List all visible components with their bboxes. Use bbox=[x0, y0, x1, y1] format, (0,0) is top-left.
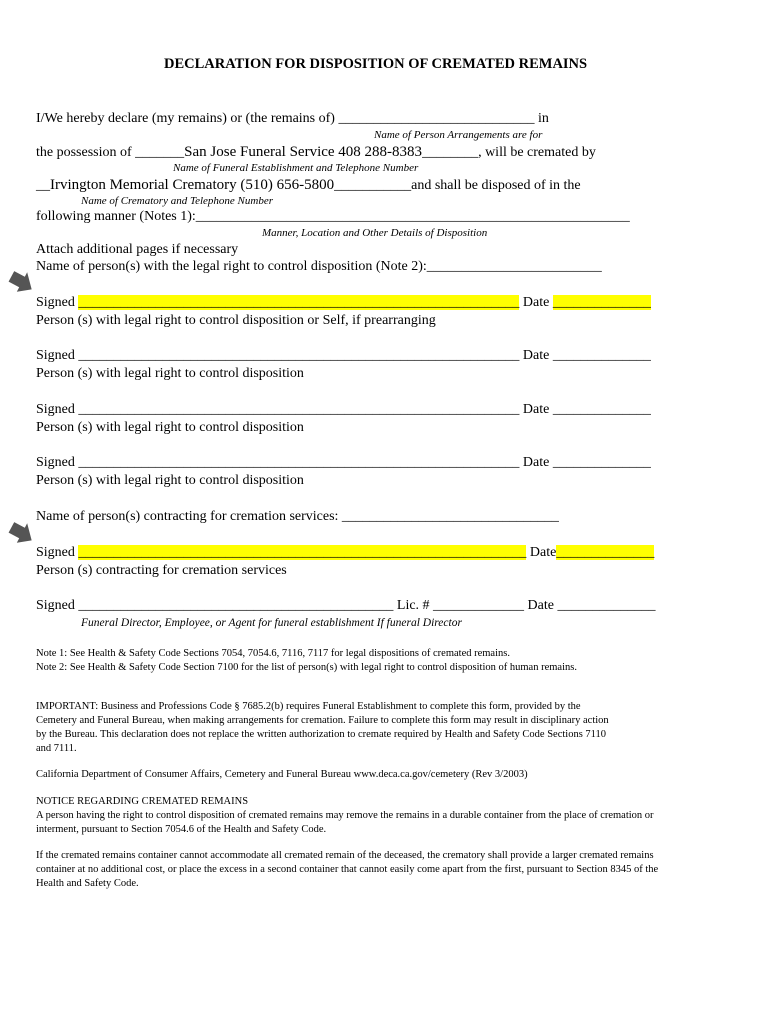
crematory-line bbox=[36, 177, 581, 194]
date-field-4[interactable]: ______________ bbox=[552, 455, 651, 470]
crematory-field[interactable]: Irvington Memorial Crematory (510) 656-5800 bbox=[50, 177, 335, 193]
date-label: Date bbox=[522, 402, 550, 417]
signature-field-1[interactable]: _______________________________________________________________ bbox=[78, 295, 520, 310]
director-signature-field[interactable]: _____________________________________________ bbox=[78, 598, 394, 613]
date-field-contracting[interactable]: ______________ bbox=[556, 545, 655, 560]
attach-text: Attach additional pages if necessary bbox=[36, 242, 239, 257]
possession-line bbox=[36, 144, 596, 161]
notice-title: NOTICE REGARDING CREMATED REMAINS bbox=[36, 796, 249, 807]
lic-label: Lic. # bbox=[396, 598, 430, 613]
signature-caption-2: Person (s) with legal right to control disposition bbox=[36, 366, 304, 381]
crematory-suffix: and shall be disposed of in the bbox=[411, 178, 581, 193]
signed-label: Signed bbox=[36, 598, 75, 613]
signed-label: Signed bbox=[36, 455, 75, 470]
license-field[interactable]: _____________ bbox=[433, 598, 525, 613]
signed-label: Signed bbox=[36, 545, 75, 560]
legal-right-line[interactable]: Name of person(s) with the legal right to control disposition (Note 2):_________________________ bbox=[36, 259, 602, 274]
signature-field-4[interactable]: _______________________________________________________________ bbox=[78, 455, 520, 470]
funeral-establishment-field[interactable]: San Jose Funeral Service 408 288-8383 bbox=[184, 144, 423, 160]
possession-prefix: the possession of bbox=[36, 145, 136, 160]
crematory-blank-b: ___________ bbox=[334, 178, 412, 193]
arrow-icon bbox=[8, 270, 36, 294]
signature-caption-3: Person (s) with legal right to control disposition bbox=[36, 420, 304, 435]
director-date-field[interactable]: ______________ bbox=[557, 598, 656, 613]
signature-caption-1: Person (s) with legal right to control disposition or Self, if prearranging bbox=[36, 313, 436, 328]
signed-label: Signed bbox=[36, 402, 75, 417]
signature-row-contracting bbox=[36, 545, 654, 561]
note-1: Note 1: See Health & Safety Code Sections 7054, 7054.6, 7116, 7117 for legal dispositions of cremated remains. bbox=[36, 648, 510, 659]
notice-body: A person having the right to control disposition of cremated remains may remove the remains in a durable container from the place of cremation or interment, pursuant to Section 7054.6 of the Health and Safety Code. bbox=[36, 810, 654, 835]
signature-row-4 bbox=[36, 455, 651, 471]
signature-caption-4: Person (s) with legal right to control disposition bbox=[36, 473, 304, 488]
signature-field-2[interactable]: _______________________________________________________________ bbox=[78, 348, 520, 363]
container-notice: If the cremated remains container cannot accommodate all cremated remain of the deceased, the crematory shall provide a larger cremated remains container at no additional cost, or place the excess in a second container that cannot easily come apart from the first, pursuant to Section 8345 of the Health and Safety Code. bbox=[36, 850, 659, 889]
date-label: Date bbox=[522, 455, 550, 470]
caption-funeral: Name of Funeral Establishment and Telephone Number bbox=[173, 162, 419, 174]
document-title: DECLARATION FOR DISPOSITION OF CREMATED REMAINS bbox=[164, 56, 588, 72]
signature-field-3[interactable]: _______________________________________________________________ bbox=[78, 402, 520, 417]
date-label: Date bbox=[522, 348, 550, 363]
arrow-icon bbox=[8, 521, 36, 545]
date-label: Date bbox=[529, 545, 557, 560]
note-2: Note 2: See Health & Safety Code Section 7100 for the list of person(s) with legal right to control disposition of human remains. bbox=[36, 662, 577, 673]
director-caption: Funeral Director, Employee, or Agent for funeral establishment If funeral Director bbox=[81, 617, 462, 629]
declare-line[interactable]: I/We hereby declare (my remains) or (the remains of) ____________________________ in bbox=[36, 111, 549, 126]
caption-person: Name of Person Arrangements are for bbox=[374, 129, 543, 141]
signature-row-3 bbox=[36, 402, 651, 418]
manner-line[interactable]: following manner (Notes 1):______________________________________________________________ bbox=[36, 209, 630, 224]
date-label: Date bbox=[522, 295, 550, 310]
signature-field-contracting[interactable]: ________________________________________________________________ bbox=[78, 545, 527, 560]
important-notice: IMPORTANT: Business and Professions Code § 7685.2(b) requires Funeral Establishment to complete this form, provided by the Cemetery and Funeral Bureau, when making arrangements for cremation. Failure to complete this form may result in disciplinary action by the Bureau. This declaration does not replace the written authorization to cremate required by Health and Safety Code Sections 7110 and 7111. bbox=[36, 701, 609, 754]
caption-manner: Manner, Location and Other Details of Disposition bbox=[262, 227, 488, 239]
caption-crematory: Name of Crematory and Telephone Number bbox=[81, 195, 273, 207]
signed-label: Signed bbox=[36, 295, 75, 310]
crematory-blank-a: __ bbox=[36, 178, 50, 193]
possession-blank-a: _______ bbox=[135, 145, 185, 160]
signature-row-1 bbox=[36, 295, 651, 311]
date-field-3[interactable]: ______________ bbox=[552, 402, 651, 417]
possession-blank-b: ________ bbox=[422, 145, 479, 160]
contracting-caption: Person (s) contracting for cremation services bbox=[36, 563, 287, 578]
date-label: Date bbox=[527, 598, 554, 613]
date-field-1[interactable]: ______________ bbox=[552, 295, 651, 310]
date-field-2[interactable]: ______________ bbox=[552, 348, 651, 363]
signed-label: Signed bbox=[36, 348, 75, 363]
director-row bbox=[36, 598, 655, 614]
possession-suffix: , will be cremated by bbox=[478, 145, 596, 160]
department-line: California Department of Consumer Affairs, Cemetery and Funeral Bureau www.deca.ca.gov/cemetery (Rev 3/2003) bbox=[36, 769, 528, 780]
contracting-name-line[interactable]: Name of person(s) contracting for cremation services: _______________________________ bbox=[36, 509, 559, 524]
signature-row-2 bbox=[36, 348, 651, 364]
